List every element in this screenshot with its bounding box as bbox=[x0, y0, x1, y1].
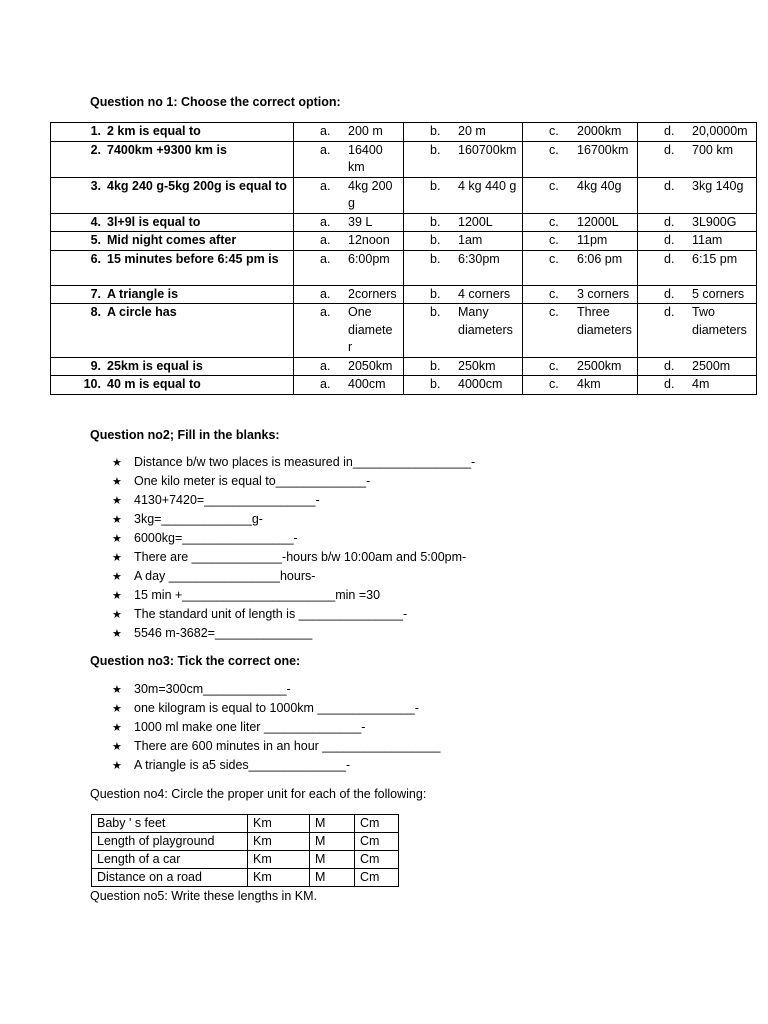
star-bullet-icon: ★ bbox=[112, 628, 122, 640]
option-letter: b. bbox=[430, 142, 441, 157]
star-bullet-icon: ★ bbox=[112, 552, 122, 564]
option-text: 4 corners bbox=[458, 286, 511, 301]
option-letter: a. bbox=[320, 305, 331, 319]
mcq-question-cell bbox=[51, 141, 294, 177]
question-number: 6. bbox=[90, 251, 101, 266]
question-number: 9. bbox=[90, 358, 101, 373]
mcq-question-cell bbox=[51, 357, 294, 376]
option-text: Many diameters bbox=[458, 305, 513, 337]
fill-blanks-list bbox=[112, 453, 475, 643]
option-text: 4 kg 440 g bbox=[458, 178, 517, 193]
mcq-option-cell bbox=[523, 141, 638, 177]
mcq-row bbox=[51, 177, 757, 213]
option-letter: a. bbox=[320, 286, 331, 301]
option-text: 200 m bbox=[348, 124, 383, 138]
mcq-option-cell bbox=[523, 232, 638, 251]
mcq-row bbox=[51, 376, 757, 395]
mcq-row bbox=[51, 304, 757, 358]
question-number: 8. bbox=[90, 305, 101, 319]
option-text: 6:15 pm bbox=[692, 251, 738, 266]
item-text: Distance b/w two places is measured in_________________- bbox=[134, 455, 476, 469]
fill-blank-item bbox=[112, 586, 475, 605]
option-letter: b. bbox=[430, 377, 441, 391]
question-text: Mid night comes after bbox=[107, 233, 237, 247]
star-bullet-icon: ★ bbox=[112, 571, 122, 583]
mcq-option-cell bbox=[638, 177, 757, 213]
mcq-option-cell bbox=[638, 376, 757, 395]
option-letter: d. bbox=[664, 251, 675, 266]
item-text: There are 600 minutes in an hour _________________ bbox=[134, 739, 441, 753]
star-bullet-icon: ★ bbox=[112, 476, 122, 488]
option-text: 12000L bbox=[577, 214, 619, 229]
mcq-row bbox=[51, 232, 757, 251]
fill-blank-item bbox=[112, 624, 475, 643]
question-number: 4. bbox=[90, 214, 101, 229]
mcq-row bbox=[51, 213, 757, 232]
option-letter: a. bbox=[320, 377, 331, 391]
mcq-question-cell bbox=[51, 304, 294, 358]
mcq-option-cell bbox=[294, 213, 404, 232]
question-number: 7. bbox=[90, 286, 101, 301]
mcq-option-cell bbox=[294, 177, 404, 213]
fill-blank-item bbox=[112, 605, 475, 624]
mcq-option-cell bbox=[404, 141, 523, 177]
question-text: 40 m is equal to bbox=[107, 377, 201, 391]
option-letter: d. bbox=[664, 358, 675, 373]
fill-blank-item bbox=[112, 472, 475, 491]
mcq-row bbox=[51, 357, 757, 376]
option-text: 5 corners bbox=[692, 286, 745, 301]
unit-option-cell: Km bbox=[248, 833, 310, 851]
star-bullet-icon: ★ bbox=[112, 514, 122, 526]
option-letter: b. bbox=[430, 286, 441, 301]
item-text: 1000 ml make one liter ______________- bbox=[134, 720, 366, 734]
unit-option-cell: Km bbox=[248, 815, 310, 833]
star-bullet-icon: ★ bbox=[112, 609, 122, 621]
star-bullet-icon: ★ bbox=[112, 760, 122, 772]
option-text: Three diameters bbox=[577, 305, 632, 337]
mcq-option-cell bbox=[638, 250, 757, 285]
option-letter: b. bbox=[430, 358, 441, 373]
star-bullet-icon: ★ bbox=[112, 533, 122, 545]
mcq-option-cell bbox=[638, 304, 757, 358]
item-text: 4130+7420=________________- bbox=[134, 493, 320, 507]
mcq-option-cell bbox=[404, 232, 523, 251]
fill-blank-item bbox=[112, 491, 475, 510]
fill-blank-item bbox=[112, 510, 475, 529]
option-letter: c. bbox=[549, 251, 559, 266]
star-bullet-icon: ★ bbox=[112, 457, 122, 469]
mcq-option-cell bbox=[294, 250, 404, 285]
option-letter: a. bbox=[320, 124, 331, 138]
option-letter: a. bbox=[320, 214, 331, 229]
option-letter: c. bbox=[549, 178, 559, 193]
option-letter: c. bbox=[549, 377, 559, 391]
option-letter: b. bbox=[430, 251, 441, 266]
mcq-question-cell bbox=[51, 123, 294, 142]
mcq-option-cell bbox=[294, 141, 404, 177]
star-bullet-icon: ★ bbox=[112, 722, 122, 734]
option-text: 160700km bbox=[458, 142, 517, 157]
option-text: 4kg 200 g bbox=[348, 178, 393, 210]
q2-heading: Question no2; Fill in the blanks: bbox=[90, 428, 280, 442]
mcq-option-cell bbox=[404, 123, 523, 142]
unit-option-cell: Km bbox=[248, 851, 310, 869]
mcq-question-cell bbox=[51, 285, 294, 304]
item-text: 5546 m-3682=______________ bbox=[134, 626, 313, 640]
option-letter: a. bbox=[320, 178, 331, 193]
option-letter: d. bbox=[664, 214, 675, 229]
option-text: 6:06 pm bbox=[577, 251, 623, 266]
mcq-option-cell bbox=[523, 213, 638, 232]
unit-item-cell: Length of a car bbox=[92, 851, 248, 869]
unit-table-body bbox=[92, 815, 399, 887]
tick-item bbox=[112, 737, 441, 756]
mcq-option-cell bbox=[294, 376, 404, 395]
option-letter: c. bbox=[549, 358, 559, 373]
option-letter: c. bbox=[549, 305, 559, 319]
mcq-option-cell bbox=[404, 357, 523, 376]
option-letter: d. bbox=[664, 178, 675, 193]
item-text: 30m=300cm____________- bbox=[134, 682, 291, 696]
option-text: 3 corners bbox=[577, 286, 630, 301]
mcq-option-cell bbox=[638, 232, 757, 251]
option-text: 20 m bbox=[458, 124, 486, 138]
item-text: The standard unit of length is _______________- bbox=[134, 607, 408, 621]
mcq-option-cell bbox=[638, 141, 757, 177]
option-letter: c. bbox=[549, 286, 559, 301]
unit-item-cell: Baby ' s feet bbox=[92, 815, 248, 833]
unit-option-cell: M bbox=[310, 851, 355, 869]
mcq-option-cell bbox=[294, 285, 404, 304]
mcq-option-cell bbox=[294, 232, 404, 251]
question-number: 2. bbox=[90, 142, 101, 157]
option-text: 6:30pm bbox=[458, 251, 500, 266]
mcq-option-cell bbox=[404, 213, 523, 232]
q5-heading: Question no5: Write these lengths in KM. bbox=[90, 889, 317, 903]
mcq-option-cell bbox=[404, 250, 523, 285]
option-text: 6:00pm bbox=[348, 251, 390, 266]
question-number: 10. bbox=[83, 377, 101, 391]
star-bullet-icon: ★ bbox=[112, 703, 122, 715]
tick-item bbox=[112, 718, 441, 737]
fill-blank-item bbox=[112, 567, 475, 586]
question-text: 4kg 240 g-5kg 200g is equal to bbox=[107, 178, 287, 193]
option-letter: d. bbox=[664, 305, 675, 319]
mcq-option-cell bbox=[638, 357, 757, 376]
mcq-option-cell bbox=[523, 177, 638, 213]
option-letter: c. bbox=[549, 142, 559, 157]
option-text: 4kg 40g bbox=[577, 178, 622, 193]
mcq-option-cell bbox=[523, 250, 638, 285]
question-text: 2 km is equal to bbox=[107, 124, 201, 138]
option-letter: d. bbox=[664, 142, 675, 157]
q1-heading: Question no 1: Choose the correct option: bbox=[90, 95, 341, 109]
mcq-option-cell bbox=[523, 357, 638, 376]
question-text: 15 minutes before 6:45 pm is bbox=[107, 251, 279, 266]
mcq-option-cell bbox=[404, 304, 523, 358]
item-text: A triangle is a5 sides______________- bbox=[134, 758, 351, 772]
option-text: 39 L bbox=[348, 214, 373, 229]
option-letter: b. bbox=[430, 214, 441, 229]
mcq-option-cell bbox=[523, 304, 638, 358]
option-letter: a. bbox=[320, 358, 331, 373]
mcq-row bbox=[51, 123, 757, 142]
option-text: 2corners bbox=[348, 286, 397, 301]
option-letter: a. bbox=[320, 251, 331, 266]
mcq-question-cell bbox=[51, 250, 294, 285]
unit-option-cell: M bbox=[310, 815, 355, 833]
mcq-option-cell bbox=[638, 285, 757, 304]
option-text: 250km bbox=[458, 358, 496, 373]
question-number: 1. bbox=[90, 124, 101, 138]
unit-option-cell: Cm bbox=[355, 851, 399, 869]
item-text: one kilogram is equal to 1000km ______________- bbox=[134, 701, 419, 715]
item-text: There are _____________-hours b/w 10:00am and 5:00pm- bbox=[134, 550, 467, 564]
item-text: One kilo meter is equal to_____________- bbox=[134, 474, 371, 488]
mcq-question-cell bbox=[51, 213, 294, 232]
unit-item-cell: Distance on a road bbox=[92, 869, 248, 887]
option-letter: d. bbox=[664, 377, 675, 391]
question-text: 3l+9l is equal to bbox=[107, 214, 201, 229]
unit-option-cell: Cm bbox=[355, 833, 399, 851]
unit-option-cell: M bbox=[310, 869, 355, 887]
item-text: 6000kg=________________- bbox=[134, 531, 298, 545]
tick-list bbox=[112, 680, 441, 775]
option-text: Two diameters bbox=[692, 305, 747, 337]
mcq-option-cell bbox=[404, 177, 523, 213]
option-letter: b. bbox=[430, 178, 441, 193]
option-text: 3L900G bbox=[692, 214, 737, 229]
mcq-question-cell bbox=[51, 376, 294, 395]
unit-option-cell: M bbox=[310, 833, 355, 851]
item-text: 3kg=_____________g- bbox=[134, 512, 263, 526]
mcq-option-cell bbox=[523, 123, 638, 142]
option-text: 4m bbox=[692, 377, 710, 391]
mcq-row bbox=[51, 285, 757, 304]
mcq-option-cell bbox=[523, 285, 638, 304]
option-text: 16400 km bbox=[348, 142, 383, 174]
option-letter: b. bbox=[430, 305, 441, 319]
question-text: 7400km +9300 km is bbox=[107, 142, 227, 157]
option-letter: a. bbox=[320, 233, 331, 247]
mcq-table-body bbox=[51, 123, 757, 395]
tick-item bbox=[112, 756, 441, 775]
option-text: 4000cm bbox=[458, 377, 503, 391]
option-text: 700 km bbox=[692, 142, 733, 157]
option-text: 2500m bbox=[692, 358, 731, 373]
question-number: 3. bbox=[90, 178, 101, 193]
unit-row bbox=[92, 869, 399, 887]
option-letter: c. bbox=[549, 124, 559, 138]
option-text: 11am bbox=[692, 233, 723, 247]
mcq-option-cell bbox=[294, 304, 404, 358]
star-bullet-icon: ★ bbox=[112, 684, 122, 696]
option-text: 12noon bbox=[348, 233, 390, 247]
mcq-option-cell bbox=[638, 213, 757, 232]
option-text: 1am bbox=[458, 233, 483, 247]
star-bullet-icon: ★ bbox=[112, 590, 122, 602]
option-letter: b. bbox=[430, 124, 441, 138]
unit-row bbox=[92, 833, 399, 851]
question-text: 25km is equal is bbox=[107, 358, 203, 373]
option-letter: c. bbox=[549, 214, 559, 229]
mcq-option-cell bbox=[523, 376, 638, 395]
option-text: 2000km bbox=[577, 124, 622, 138]
option-letter: d. bbox=[664, 233, 675, 247]
option-text: 2050km bbox=[348, 358, 393, 373]
question-text: A triangle is bbox=[107, 286, 179, 301]
mcq-option-cell bbox=[294, 357, 404, 376]
option-letter: b. bbox=[430, 233, 441, 247]
mcq-question-cell bbox=[51, 232, 294, 251]
unit-row bbox=[92, 815, 399, 833]
unit-item-cell: Length of playground bbox=[92, 833, 248, 851]
mcq-row bbox=[51, 250, 757, 285]
unit-table bbox=[91, 814, 399, 887]
mcq-question-cell bbox=[51, 177, 294, 213]
option-letter: d. bbox=[664, 286, 675, 301]
option-text: 20,0000m bbox=[692, 124, 748, 138]
tick-item bbox=[112, 699, 441, 718]
option-text: 3kg 140g bbox=[692, 178, 744, 193]
unit-option-cell: Km bbox=[248, 869, 310, 887]
q4-heading: Question no4: Circle the proper unit for each of the following: bbox=[90, 787, 427, 801]
unit-option-cell: Cm bbox=[355, 869, 399, 887]
star-bullet-icon: ★ bbox=[112, 495, 122, 507]
fill-blank-item bbox=[112, 548, 475, 567]
fill-blank-item bbox=[112, 529, 475, 548]
option-letter: d. bbox=[664, 124, 675, 138]
question-number: 5. bbox=[90, 233, 101, 247]
option-letter: a. bbox=[320, 142, 331, 157]
question-text: A circle has bbox=[107, 305, 177, 319]
fill-blank-item bbox=[112, 453, 475, 472]
mcq-option-cell bbox=[404, 285, 523, 304]
mcq-row bbox=[51, 141, 757, 177]
mcq-table bbox=[50, 122, 757, 395]
tick-item bbox=[112, 680, 441, 699]
mcq-option-cell bbox=[404, 376, 523, 395]
mcq-option-cell bbox=[638, 123, 757, 142]
item-text: 15 min +______________________min =30 bbox=[134, 588, 381, 602]
option-text: 11pm bbox=[577, 233, 608, 247]
option-text: 1200L bbox=[458, 214, 493, 229]
option-text: 400cm bbox=[348, 377, 386, 391]
option-text: 2500km bbox=[577, 358, 622, 373]
option-text: 4km bbox=[577, 377, 601, 391]
unit-option-cell: Cm bbox=[355, 815, 399, 833]
option-letter: c. bbox=[549, 233, 559, 247]
mcq-option-cell bbox=[294, 123, 404, 142]
q3-heading: Question no3: Tick the correct one: bbox=[90, 654, 301, 668]
unit-row bbox=[92, 851, 399, 869]
option-text: 16700km bbox=[577, 142, 629, 157]
star-bullet-icon: ★ bbox=[112, 741, 122, 753]
item-text: A day ________________hours- bbox=[134, 569, 316, 583]
option-text: One diamete r bbox=[348, 305, 393, 354]
